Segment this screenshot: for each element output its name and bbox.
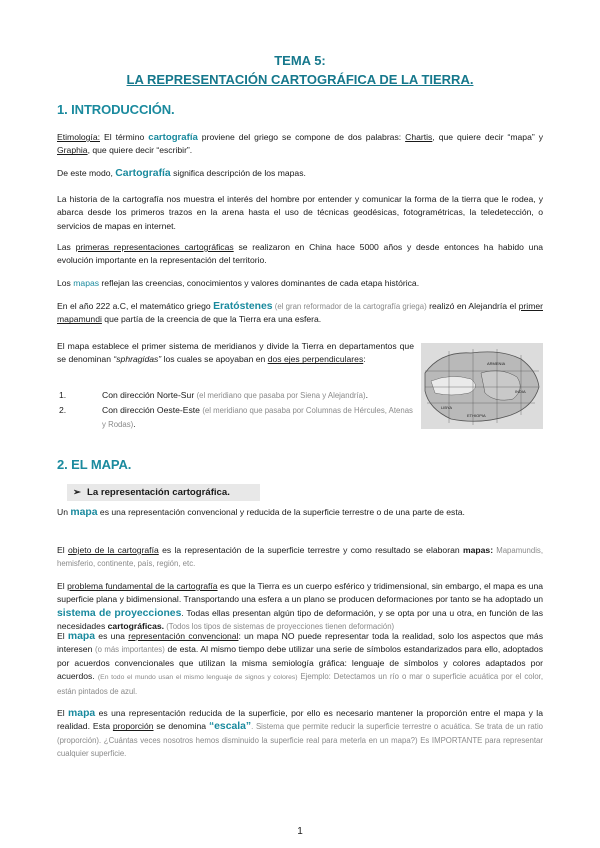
- paragraph-eratosthenes: En el año 222 a.C, el matemático griego Eratóstenes (el gran reformador de la cartografía griega) realizó en Alejandría el primer mapamundi que partía de la creencia de que la Tierra era una esfera.: [57, 301, 543, 325]
- paragraph-conventional-representation: El mapa es una representación convencional: un mapa NO puede representar toda la realidad, solo los aspectos que más interesen (o más importantes) de esta. Al mismo tiempo debe utilizar una serie de símbolos estandarizados para ello, adoptados por acuerdos convencionales que utilizan la misma semiología gráfica: lenguaje de símbolos y colores adaptados por acuerdos. (En todo el mundo usan el mismo lenguaje de signos y colores) Ejemplo: Detectamos un río o mar o superficie acuática por el color, están pintados de azul.: [57, 631, 543, 696]
- map-label: INDIA: [515, 389, 526, 394]
- map-label: ETHIOPIA: [467, 413, 486, 418]
- paragraph-scale: El mapa es una representación reducida de la superficie, por ello es necesario mantener la proporción entre el mapa y la realidad. Esta proporción se denomina “escala”. Sistema que permite reducir la superficie terrestre o acuática. Se trata de un ratio (proporción). ¿Cuántas veces nosotros hemos disminuido la superficie real para meterla en un mapa?) Es IMPORTANTE para representar cualquier superficie.: [57, 708, 544, 759]
- paragraph-etymology: Etimología: El término cartografía proviene del griego se compone de dos palabras: Chartis, que quiere decir “mapa” y Graphia, que quiere decir “escribir”.: [57, 132, 543, 156]
- axes-list: [57, 389, 417, 433]
- topic-number: TEMA 5:: [274, 53, 326, 68]
- section-heading-intro: 1. INTRODUCCIÓN.: [57, 102, 175, 117]
- paragraph-fundamental-problem: El problema fundamental de la cartografía es que la Tierra es un cuerpo esférico y tridimensional, sin embargo, el mapa es una superficie plana y bidimensional. Transportando una esfera a un plano se producen deformaciones por tanto se ha adoptado un sistema de proyecciones. Todas ellas presentan algún tipo de deformación, y se opta por una u otra, en función de las necesidades cartográficas. (Todos los tipos de sistemas de proyecciones tienen deformación): [57, 581, 543, 632]
- map-label: LIBYA: [441, 405, 453, 410]
- paragraph-definition: De este modo, Cartografía significa descripción de los mapas.: [57, 168, 306, 179]
- list-item: 2. Con dirección Oeste-Este (el meridiano que pasaba por Columnas de Hércules, Atenas y Rodas).: [59, 405, 413, 429]
- paragraph-history: La historia de la cartografía nos muestra el interés del hombre por entender y comunicar la forma de la tierra que le rodea, y abarca desde los primeros trazos en la arena hasta el uso de técnicas geodésicas, fotogramétricas, la teledetección, o servicios de mapas en internet.: [57, 194, 543, 231]
- section-heading-mapa: 2. EL MAPA.: [57, 457, 132, 472]
- paragraph-cartography-object: El objeto de la cartografía es la representación de la superficie terrestre y como resultado se elaboran mapas: Mapamundis, hemisferio, continente, país, región, etc.: [57, 545, 543, 569]
- page-number: 1: [297, 826, 303, 837]
- paragraph-maps-beliefs: Los mapas reflejan las creencias, conocimientos y valores dominantes de cada etapa histórica.: [57, 278, 420, 288]
- page-title: LA REPRESENTACIÓN CARTOGRÁFICA DE LA TIERRA.: [126, 72, 474, 87]
- eratosthenes-world-map-image: [421, 343, 543, 429]
- list-item: 1. Con dirección Norte-Sur (el meridiano que pasaba por Siena y Alejandría).: [59, 390, 369, 400]
- arrow-bullet-icon: ➢: [72, 487, 82, 498]
- paragraph-map-definition: Un mapa es una representación convencional y reducida de la superficie terrestre o de una parte de esta.: [57, 507, 465, 518]
- paragraph-meridians: El mapa establece el primer sistema de meridianos y divide la Tierra en departamentos que se denominan “sphragidas” los cuales se apoyaban en dos ejes perpendiculares:: [57, 341, 414, 365]
- subsection-heading: ➢ La representación cartográfica.: [67, 484, 260, 501]
- map-label: ARMENIA: [487, 361, 506, 366]
- paragraph-first-maps: Las primeras representaciones cartográficas se realizaron en China hace 5000 años y desde entonces ha habido una evolución importante en la representación del territorio.: [57, 242, 544, 266]
